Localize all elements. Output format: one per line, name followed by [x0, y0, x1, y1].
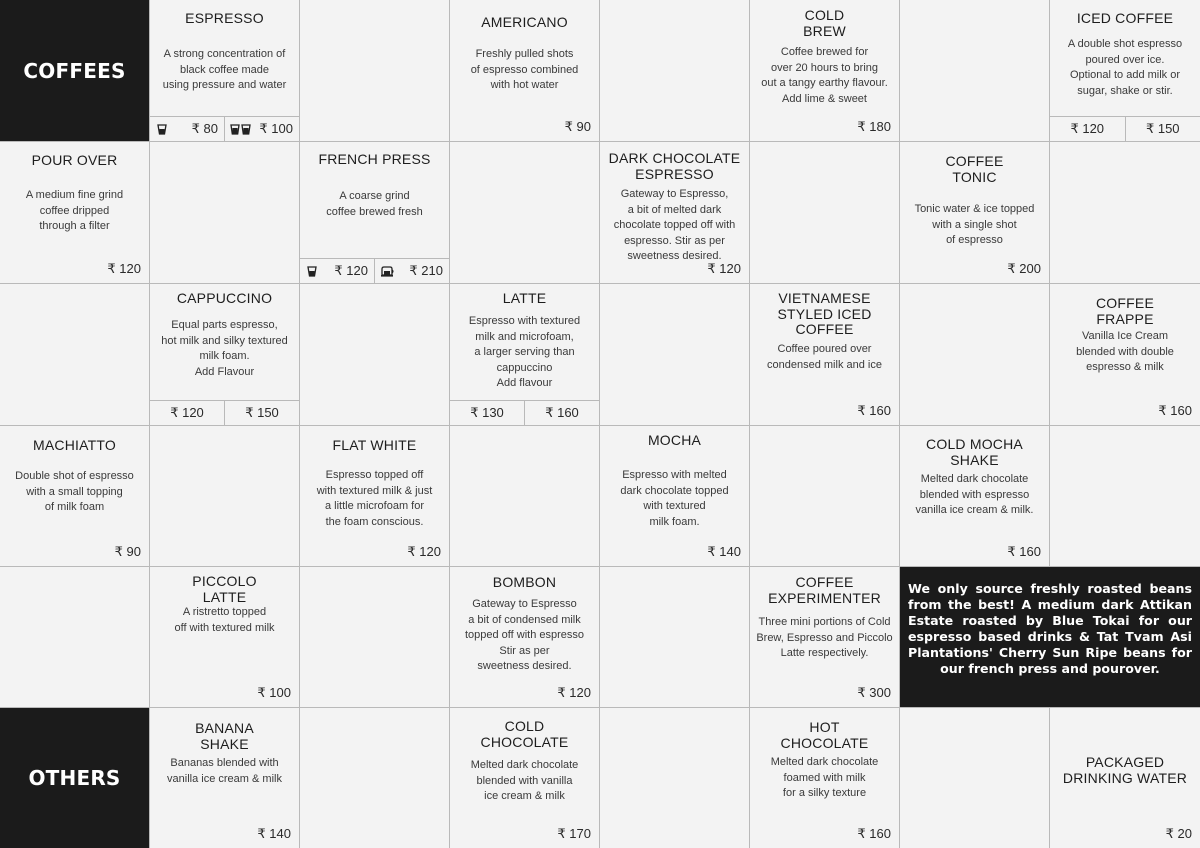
item-price: ₹ 140 [257, 826, 291, 841]
price-option-single [300, 259, 374, 283]
empty-cell [750, 426, 900, 567]
item-name: VIETNAMESE STYLED ICED COFFEE [777, 290, 872, 337]
empty-cell [750, 142, 900, 284]
empty-cell [150, 426, 300, 567]
item-description: Bananas blended with vanilla ice cream & milk [167, 757, 282, 785]
menu-item-cappuccino [150, 284, 300, 426]
item-price: ₹ 120 [107, 261, 141, 276]
menu-item-espresso [150, 0, 300, 142]
item-description: Coffee poured over condensed milk and ice [767, 343, 882, 371]
item-description: Tonic water & ice topped with a single shot of espresso [914, 203, 1035, 246]
double-cup-icon [230, 122, 252, 136]
empty-cell [600, 708, 750, 848]
price-options [150, 116, 299, 141]
item-name: ESPRESSO [185, 10, 264, 26]
item-description: Espresso with melted dark chocolate topped with textured milk foam. [620, 469, 729, 528]
item-description: Vanilla Ice Cream blended with double espresso & milk [1076, 330, 1174, 373]
menu-item-piccolo-latte [150, 567, 300, 708]
section-header-others [0, 708, 150, 848]
item-name: DARK CHOCOLATE ESPRESSO [608, 150, 741, 182]
item-description: A strong concentration of black coffee made using pressure and water [162, 48, 287, 91]
empty-cell [450, 142, 600, 284]
empty-cell [300, 708, 450, 848]
price-option-double [224, 117, 299, 141]
item-name: POUR OVER [31, 152, 118, 168]
item-name: COLD BREW [803, 7, 846, 39]
item-price: ₹ 160 [857, 403, 891, 418]
item-description: Espresso with textured milk and microfoam, a larger serving than cappuccino Add flavour [468, 315, 581, 389]
item-price: ₹ 200 [1007, 261, 1041, 276]
item-name: FRENCH PRESS [318, 151, 431, 167]
price-single: ₹ 120 [334, 263, 368, 278]
item-name: ICED COFFEE [1076, 10, 1174, 26]
item-name: AMERICANO [481, 14, 568, 30]
item-name: COFFEE EXPERIMENTER [768, 574, 881, 606]
empty-cell [450, 426, 600, 567]
item-description: Freshly pulled shots of espresso combined with hot water [470, 48, 579, 91]
menu-item-banana-shake [150, 708, 300, 848]
item-name: COLD MOCHA SHAKE [926, 436, 1023, 468]
item-name: CAPPUCCINO [176, 290, 273, 306]
menu-item-dark-chocolate-espresso [600, 142, 750, 284]
menu-item-cold-mocha-shake [900, 426, 1050, 567]
menu-item-pour-over [0, 142, 150, 284]
item-price: ₹ 140 [707, 544, 741, 559]
item-price: ₹ 20 [1165, 826, 1192, 841]
price-options [1050, 116, 1200, 141]
item-price: ₹ 170 [557, 826, 591, 841]
menu-item-french-press [300, 142, 450, 284]
price-option-regular [150, 401, 224, 425]
menu-item-coffee-experimenter [750, 567, 900, 708]
item-name: COLD CHOCOLATE [480, 718, 569, 750]
empty-cell [900, 284, 1050, 426]
item-price: ₹ 100 [257, 685, 291, 700]
item-name: BANANA SHAKE [195, 720, 254, 752]
menu-item-americano [450, 0, 600, 142]
item-description: A coarse grind coffee brewed fresh [326, 190, 423, 218]
menu-item-bombon [450, 567, 600, 708]
price-option-regular [450, 401, 524, 425]
single-cup-icon [155, 122, 169, 136]
item-description: A double shot espresso poured over ice. Optional to add milk or sugar, shake or stir. [1067, 38, 1183, 97]
menu-item-coffee-frappe [1050, 284, 1200, 426]
price-large: ₹ 150 [245, 405, 279, 420]
price-large: ₹ 150 [1145, 121, 1180, 136]
item-description: Melted dark chocolate foamed with milk for a silky texture [770, 756, 879, 799]
item-price: ₹ 120 [557, 685, 591, 700]
empty-cell [900, 708, 1050, 848]
menu-item-flat-white [300, 426, 450, 567]
item-price: ₹ 120 [407, 544, 441, 559]
price-options [150, 400, 299, 425]
item-name: MOCHA [647, 432, 702, 448]
price-options [450, 400, 599, 425]
item-price: ₹ 160 [1007, 544, 1041, 559]
item-name: PICCOLO LATTE [192, 573, 257, 605]
item-description: Gateway to Espresso a bit of condensed milk topped off with espresso Stir as per sweetness desired. [464, 598, 585, 672]
item-name: MACHIATTO [33, 437, 116, 453]
price-regular: ₹ 130 [470, 405, 504, 420]
item-name: COFFEE FRAPPE [1096, 295, 1154, 327]
empty-cell [600, 567, 750, 708]
empty-cell [1050, 426, 1200, 567]
menu-item-coffee-tonic [900, 142, 1050, 284]
price-option-press [374, 259, 449, 283]
section-title-others: OTHERS [28, 766, 121, 790]
item-price: ₹ 160 [857, 826, 891, 841]
item-description: Espresso topped off with textured milk & just a little microfoam for the foam conscious. [316, 469, 433, 528]
item-description: Melted dark chocolate blended with vanilla ice cream & milk [470, 759, 579, 802]
item-description: Coffee brewed for over 20 hours to bring out a tangy earthy flavour. Add lime & sweet [761, 46, 888, 105]
item-name: COFFEE TONIC [945, 153, 1004, 185]
item-name: HOT CHOCOLATE [780, 719, 869, 751]
menu-item-vietnamese-iced-coffee [750, 284, 900, 426]
french-press-icon [380, 264, 394, 278]
menu-item-latte [450, 284, 600, 426]
empty-cell [600, 0, 750, 142]
item-description: Gateway to Espresso, a bit of melted dark chocolate topped off with espresso. Stir as per sweetness desired. [613, 188, 736, 262]
item-price: ₹ 90 [564, 119, 591, 134]
item-name: PACKAGED DRINKING WATER [1062, 754, 1188, 786]
menu-item-packaged-water [1050, 708, 1200, 848]
item-price: ₹ 120 [707, 261, 741, 276]
empty-cell [600, 284, 750, 426]
sourcing-note [900, 567, 1200, 708]
item-name: FLAT WHITE [332, 437, 417, 453]
section-header-coffees [0, 0, 150, 142]
item-description: Double shot of espresso with a small topping of milk foam [15, 470, 134, 513]
price-option-large [224, 401, 299, 425]
menu-item-iced-coffee [1050, 0, 1200, 142]
item-price: ₹ 180 [857, 119, 891, 134]
price-single: ₹ 80 [191, 121, 218, 136]
item-description: Melted dark chocolate blended with espresso vanilla ice cream & milk. [915, 473, 1034, 516]
price-option-single [150, 117, 224, 141]
menu-item-cold-chocolate [450, 708, 600, 848]
menu-item-cold-brew [750, 0, 900, 142]
menu-item-mocha [600, 426, 750, 567]
item-description: A medium fine grind coffee dripped through a filter [25, 189, 124, 232]
item-description: Equal parts espresso, hot milk and silky textured milk foam. Add Flavour [161, 319, 288, 378]
price-double: ₹ 100 [259, 121, 293, 136]
price-options [300, 258, 449, 283]
empty-cell [150, 142, 300, 284]
item-description: Three mini portions of Cold Brew, Espresso and Piccolo Latte respectively. [756, 616, 893, 659]
price-option-large [1125, 117, 1200, 141]
empty-cell [1050, 142, 1200, 284]
item-price: ₹ 90 [114, 544, 141, 559]
item-name: LATTE [502, 290, 547, 306]
item-name: BOMBON [492, 574, 557, 590]
price-option-small [1050, 117, 1125, 141]
price-large: ₹ 160 [545, 405, 579, 420]
item-price: ₹ 300 [857, 685, 891, 700]
menu-item-hot-chocolate [750, 708, 900, 848]
single-cup-icon [305, 264, 319, 278]
item-description: A ristretto topped off with textured milk [174, 606, 275, 634]
empty-cell [300, 0, 450, 142]
empty-cell [0, 284, 150, 426]
empty-cell [300, 284, 450, 426]
menu-item-machiatto [0, 426, 150, 567]
empty-cell [300, 567, 450, 708]
item-price: ₹ 160 [1158, 403, 1192, 418]
price-regular: ₹ 120 [170, 405, 204, 420]
price-small: ₹ 120 [1070, 121, 1105, 136]
section-title-coffees: COFFEES [23, 58, 126, 83]
price-press: ₹ 210 [409, 263, 443, 278]
price-option-large [524, 401, 599, 425]
sourcing-note-text: We only source freshly roasted beans from the best! A medium dark Attikan Estate roasted by Blue Tokai for our espresso based drinks & Tat Tvam Asi Plantations' Cherry Sun Ripe beans for our french press and pourover. [908, 581, 1192, 676]
empty-cell [0, 567, 150, 708]
empty-cell [900, 0, 1050, 142]
